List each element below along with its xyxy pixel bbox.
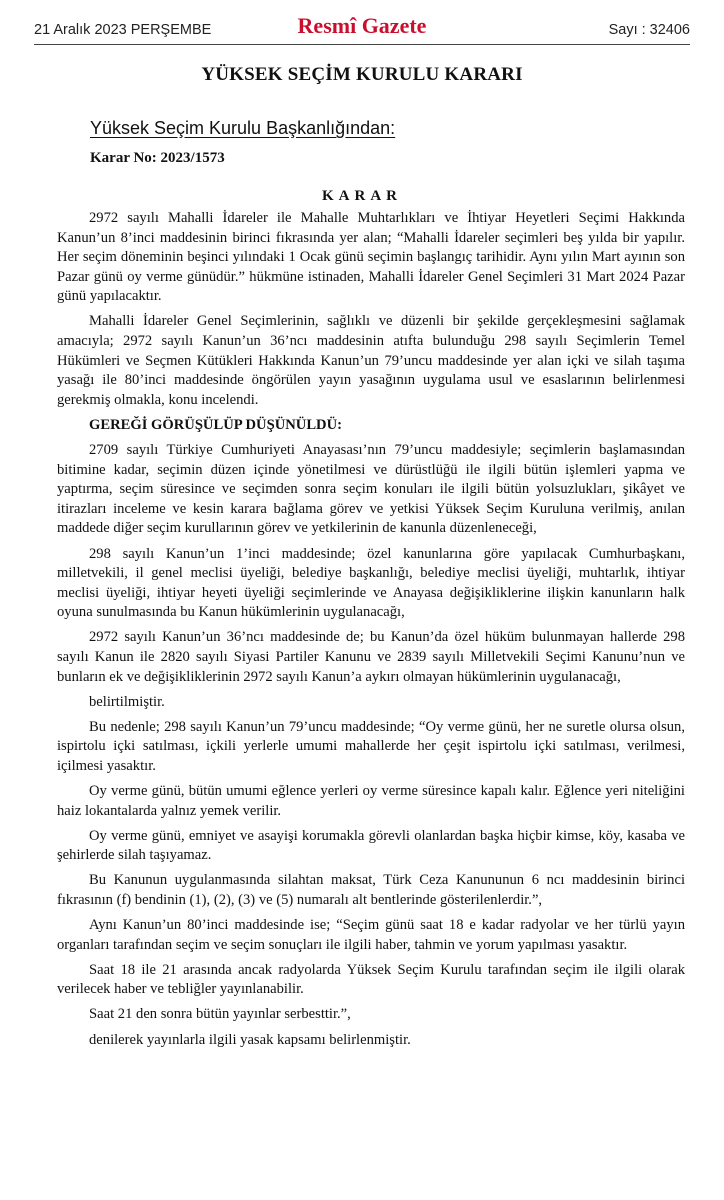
- section-heading: GEREĞİ GÖRÜŞÜLÜP DÜŞÜNÜLDÜ:: [89, 416, 342, 433]
- paragraph: Oy verme günü, emniyet ve asayişi korumakla görevli olanlardan başka hiçbir kimse, köy, kasaba ve şehirlerde silah taşıyamaz.: [57, 827, 685, 864]
- paragraph: Bu Kanunun uygulanmasında silahtan maksat, Türk Ceza Kanununun 6 ncı maddesinin birinci fıkrasının (f) bendinin (1), (2), (3) ve (5) numaralı alt bentlerinde gösterilenlerdir.”,: [57, 872, 685, 908]
- paragraph: Oy verme günü, bütün umumi eğlence yerleri oy verme süresince kapalı kalır. Eğlence yeri niteliğini haiz lokantalarda yalnız yemek verilir.: [57, 783, 685, 819]
- paragraph: Saat 18 ile 21 arasında ancak radyolarda Yüksek Seçim Kurulu tarafından seçim ile ilgili olarak verilecek haber ve tebliğler yayınlanabilir.: [57, 961, 685, 998]
- paragraph: 298 sayılı Kanun’un 1’inci maddesinde; özel kanunlarına göre yapılacak Cumhurbaşkanı, milletvekili, il genel meclisi üyeliği, belediye başkanlığı, belediye meclisi üyeliği, muhtarlık, ihtiyar meclisi üyeliği, ihtiyar heyeti üyeliği seçimlerinde ve Anayasa değişikliklerine ilişkin kanunların halk oyuna sunulmasında bu Kanun hükümlerinin uygulanacağı,: [57, 545, 685, 621]
- issuing-authority: Yüksek Seçim Kurulu Başkanlığından:: [90, 118, 396, 138]
- paragraph: Saat 21 den sonra bütün yayınlar serbesttir.”,: [89, 1006, 351, 1023]
- decision-number: Karar No: 2023/1573: [90, 150, 225, 166]
- header-date: 21 Aralık 2023 PERŞEMBE: [34, 22, 212, 38]
- paragraph: Mahalli İdareler Genel Seçimlerinin, sağlıklı ve düzenli bir şekilde gerçekleşmesini sağlamak amacıyla; 2972 sayılı Kanun’un 36’ncı maddesinin atıfta bulunduğu 298 sayılı Seçimlerin Temel Hükümleri ve Seçmen Kütükleri Hakkında Kanun’un 79’uncu maddesinde yer alan içki ve silah taşıma yasağı ile 80’inci maddesinde öngörülen yayın yasağının uygulama usul ve esaslarının belirlenmesi gerekmiş olmakla, konu incelendi.: [57, 313, 685, 408]
- header-divider: [34, 44, 690, 45]
- issue-number: Sayı : 32406: [608, 22, 690, 38]
- document-body: [57, 209, 685, 1056]
- gazette-title: Resmî Gazete: [297, 13, 427, 38]
- paragraph: 2709 sayılı Türkiye Cumhuriyeti Anayasası’nın 79’uncu maddesiyle; seçimlerin başlamasından bitimine kadar, seçimin düzen içinde yönetilmesi ve dürüstlüğü ile ilgili bütün işlemleri yapma ve yaptırma, seçim süresince ve seçimden sonra seçim konuları ile ilgili bütün yolsuzlukları, şikâyet ve itirazları inceleme ve kesin karara bağlama görev ve yetkisi Yüksek Seçim Kuruluna verilmiş, anılan maddede diğer seçim kurullarının görev ve yetkilerinin de kanunla düzenleneceği,: [57, 442, 685, 537]
- paragraph: Bu nedenle; 298 sayılı Kanun’un 79’uncu maddesinde; “Oy verme günü, her ne suretle olursa olsun, ispirtolu içki satılması, içkili yerlerle umumi mahallerde her çeşit ispirtolu içki satılması, verilmesi, içilmesi yasaktır.: [57, 718, 685, 774]
- paragraph: 2972 sayılı Mahalli İdareler ile Mahalle Muhtarlıkları ve İhtiyar Heyetleri Seçimi Hakkında Kanun’un 8’inci maddesinin birinci fıkrasında yer alan; “Mahalli İdareler seçimleri beş yılda bir yapılır. Her seçim döneminin beşinci yılındaki 1 Ocak günü seçimin başlangıç tarihidir. Aynı yılın Mart ayının son Pazar günü oy verme günüdür.” hükmüne istinaden, Mahalli İdareler Genel Seçimleri 31 Mart 2024 Pazar günü yapılacaktır.: [57, 210, 685, 305]
- paragraph: belirtilmiştir.: [89, 693, 165, 710]
- karar-heading: KARAR: [322, 188, 402, 204]
- gazette-header: [34, 8, 690, 48]
- paragraph: denilerek yayınlarla ilgili yasak kapsamı belirlenmiştir.: [89, 1031, 411, 1048]
- paragraph: 2972 sayılı Kanun’un 36’ncı maddesinde de; bu Kanun’da özel hüküm bulunmayan hallerde 298 sayılı Kanun ile 2820 sayılı Siyasi Partiler Kanunu ve 2839 sayılı Milletvekili Seçimi Kanunu’nun ve bunların ek ve değişikliklerinin 2972 sayılı Kanun’a aykırı olmayan hükümlerinin uygulanacağı,: [57, 629, 685, 685]
- paragraph: Aynı Kanun’un 80’inci maddesinde ise; “Seçim günü saat 18 e kadar radyolar ve her türlü yayın organları tarafından seçim ve seçim sonuçları ile ilgili haber, tahmin ve yorum yapılması yasaktır.: [57, 917, 685, 953]
- document-title: YÜKSEK SEÇİM KURULU KARARI: [201, 64, 523, 85]
